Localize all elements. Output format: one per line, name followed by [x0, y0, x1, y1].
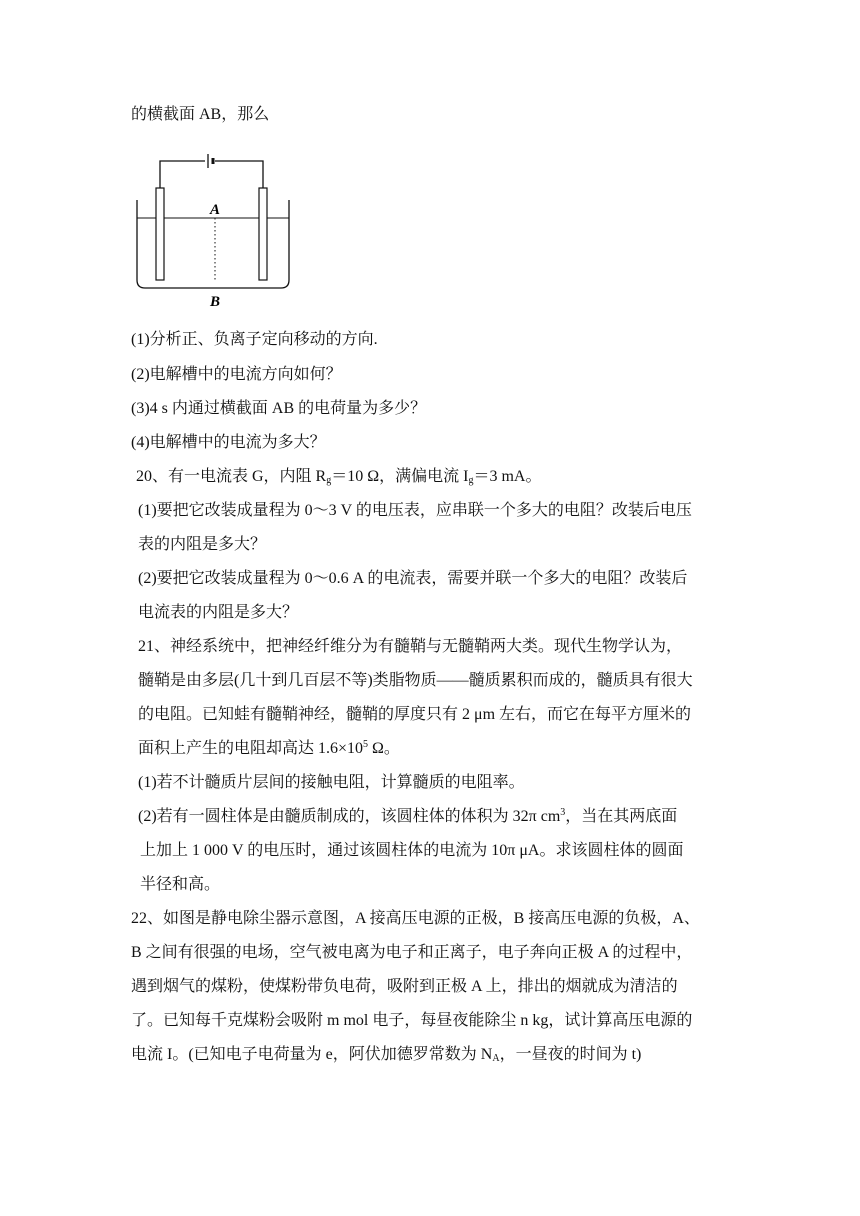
- q19-part4: (4)电解槽中的电流为多大？: [131, 434, 326, 451]
- q21-line3: 的电阻。已知蛙有髓鞘神经，髓鞘的厚度只有 2 μm 左右，而它在每平方厘米的: [138, 706, 692, 723]
- q21-part2-line2: 上加上 1 000 V 的电压时，通过该圆柱体的电流为 10π μA。求该圆柱体的圆面: [140, 842, 684, 859]
- q19-part2: (2)电解槽中的电流方向如何？: [131, 366, 342, 383]
- q22-line4: 了。已知每千克煤粉会吸附 m mol 电子，每昼夜能除尘 n kg，试计算高压电源的: [131, 1012, 693, 1029]
- q20-part1-line2: 表的内阻是多大？: [138, 536, 267, 553]
- q19-part3: (3)4 s 内通过横截面 AB 的电荷量为多少？: [131, 400, 427, 417]
- q19-part1: (1)分析正、负离子定向移动的方向.: [131, 331, 378, 348]
- q20-part2-line1: (2)要把它改装成量程为 0～0.6 A 的电流表，需要并联一个多大的电阻？改装后: [138, 570, 688, 587]
- q21-part2-line3: 半径和高。: [140, 876, 221, 893]
- q21-line2: 髓鞘是由多层(几十到几百层不等)类脂物质——髓质累积而成的，髓质具有很大: [138, 672, 693, 689]
- left-electrode: [156, 188, 164, 280]
- label-a: A: [210, 202, 221, 218]
- q21-part2-line1: (2)若有一圆柱体是由髓质制成的，该圆柱体的体积为 32π $cm^3$，当在其两底面: [138, 807, 678, 825]
- q20-part2-line2: 电流表的内阻是多大？: [138, 604, 299, 621]
- q21-line1: 21、神经系统中，把神经纤维分为有髓鞘与无髓鞘两大类。现代生物学认为，: [138, 638, 683, 655]
- q20-stem: 20、有一电流表 G，内阻 $R_g=10$ Ω，满偏电流 $I_g=3$ mA。: [136, 468, 542, 486]
- intro-text: 的横截面 AB，那么: [131, 106, 270, 123]
- q22-line2: B 之间有很强的电场，空气被电离为电子和正离子，电子奔向正极 A 的过程中，: [131, 944, 693, 961]
- q21-line4: 面积上产生的电阻却高达 $1.6\times 10^5$ Ω。: [138, 739, 400, 757]
- right-electrode: [259, 188, 267, 280]
- q22-line1: 22、如图是静电除尘器示意图，A 接高压电源的正极，B 接高压电源的负极，A、: [131, 910, 700, 927]
- electrolytic-cell-diagram: [133, 150, 293, 310]
- q22-line5: 电流 I。(已知电子电荷量为 e，阿伏加德罗常数为 $N_A$，一昼夜的时间为 t): [131, 1046, 642, 1064]
- q22-line3: 遇到烟气的煤粉，使煤粉带负电荷，吸附到正极 A 上，排出的烟就成为清洁的: [131, 978, 678, 995]
- label-b: B: [210, 294, 221, 310]
- q21-part1: (1)若不计髓质片层间的接触电阻，计算髓质的电阻率。: [138, 774, 525, 791]
- q20-part1-line1: (1)要把它改装成量程为 0～3 V 的电压表，应串联一个多大的电阻？改装后电压: [138, 502, 692, 519]
